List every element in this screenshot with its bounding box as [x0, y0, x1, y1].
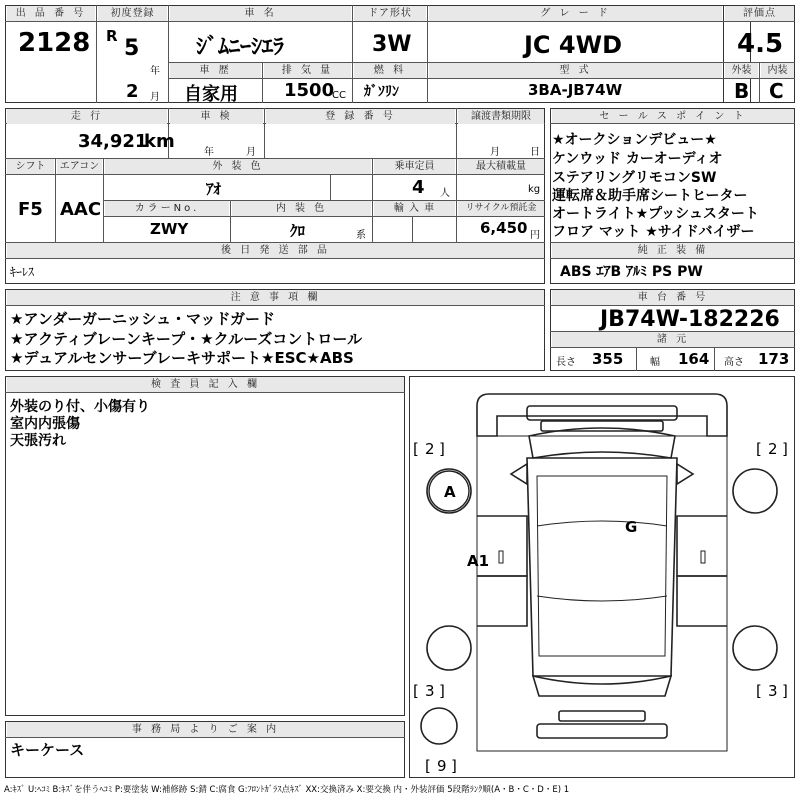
sales-line-5: オートライト★プッシュスタート: [552, 206, 759, 222]
svg-text:]: ]: [782, 440, 788, 458]
door: 3W: [372, 32, 412, 57]
interior-label: 内装: [761, 63, 794, 78]
svg-text:[: [: [425, 757, 431, 775]
mark-a: A: [444, 483, 456, 501]
equip-label: 純 正 装 備: [552, 243, 794, 258]
svg-text:]: ]: [782, 682, 788, 700]
later-parts: ｷｰﾚｽ: [10, 265, 35, 279]
inspector-line-3: 天張汚れ: [10, 433, 66, 449]
era: R: [106, 27, 118, 45]
score: 4.5: [737, 29, 784, 59]
lot-no: 2128: [18, 28, 91, 58]
capacity-unit: 人: [440, 188, 450, 199]
office-label: 事 務 局 よ り ご 案 内: [7, 722, 404, 737]
colorno: ZWY: [150, 220, 189, 238]
load-label: 最大積載量: [458, 159, 544, 174]
svg-text:[: [: [756, 440, 762, 458]
model-label: 型 式: [429, 63, 722, 78]
mileage: 34,921: [78, 131, 148, 152]
recycle-unit: 円: [530, 230, 540, 241]
fuel-label: 燃 料: [354, 63, 426, 78]
mileage-unit: km: [144, 131, 175, 152]
fuel: ｶﾞｿﾘﾝ: [364, 84, 399, 100]
recycle-label: リサイクル預託金: [458, 201, 544, 216]
height-label: 高さ: [724, 357, 744, 368]
intcolor: ｸﾛ: [290, 222, 306, 240]
length-label: 長さ: [556, 357, 576, 368]
equip: ABS ｴｱB ｱﾙﾐ PS PW: [560, 264, 703, 280]
car-diagram: [409, 376, 795, 778]
inspection-label: 車 検: [170, 109, 263, 124]
exterior-label: 外装: [725, 63, 758, 78]
tread-spare: 9: [437, 757, 447, 775]
ac-label: エアコン: [57, 159, 102, 174]
height: 173: [758, 350, 790, 368]
shift: F5: [18, 199, 43, 220]
sales-line-1: ★オークションデビュー★: [552, 132, 717, 148]
later-parts-label: 後 日 発 送 部 品: [7, 243, 544, 258]
sales-line-3: ステアリングリモコンSW: [552, 170, 717, 186]
mark-g: G: [625, 518, 638, 536]
displacement: 1500: [284, 80, 335, 101]
car-name-label: 車 名: [170, 6, 351, 21]
exterior-grade: B: [734, 79, 750, 103]
svg-text:[: [: [413, 682, 419, 700]
load-unit: kg: [528, 184, 541, 195]
shift-label: シフト: [7, 159, 54, 174]
interior-grade: C: [769, 79, 784, 103]
chassis-label: 車 台 番 号: [552, 290, 794, 305]
width-label: 幅: [650, 357, 660, 368]
intcolor-label: 内 装 色: [232, 201, 371, 216]
grade-label: グ レ ー ド: [429, 6, 722, 21]
reg-year: 5: [124, 36, 140, 61]
reg-month: 2: [126, 81, 139, 102]
tread-rr: 3: [768, 682, 778, 700]
regno-label: 登 録 番 号: [266, 109, 455, 124]
inspection-month-unit: 月: [246, 147, 256, 158]
history: 自家用: [184, 84, 238, 105]
first-reg-label: 初度登録: [98, 6, 167, 21]
colorno-label: カラーNo.: [105, 201, 229, 216]
notes-label: 注 意 事 項 欄: [7, 290, 544, 305]
reg-year-unit: 年: [150, 66, 160, 77]
transfer-day-unit: 日: [530, 147, 540, 158]
score-label: 評価点: [725, 6, 794, 21]
inspector-label: 検 査 員 記 入 欄: [7, 377, 404, 392]
mark-a1: A1: [467, 552, 490, 570]
office-text: キーケース: [10, 741, 85, 759]
model: 3BA-JB74W: [528, 81, 623, 99]
notes-line-1: ★アンダーガーニッシュ・マッドガード: [10, 310, 275, 328]
svg-text:[: [: [756, 682, 762, 700]
sales-line-6: フロア マット ★サイドバイザー: [552, 224, 755, 240]
transfer-label: 譲渡書類期限: [458, 109, 544, 124]
notes-line-3: ★デュアルセンサーブレーキサポート★ESC★ABS: [10, 349, 354, 367]
car-name: ｼﾞﾑﾆｰｼｴﾗ: [196, 35, 285, 60]
capacity-label: 乗車定員: [374, 159, 455, 174]
svg-text:]: ]: [439, 440, 445, 458]
displacement-unit: CC: [332, 90, 346, 101]
width: 164: [678, 350, 710, 368]
history-label: 車 歴: [170, 63, 261, 78]
inspection-year-unit: 年: [204, 147, 214, 158]
mileage-label: 走 行: [7, 109, 167, 124]
transfer-month-unit: 月: [490, 147, 500, 158]
chassis-number: JB74W-182226: [600, 307, 780, 332]
legend: A:ｷｽﾞ U:ﾍｺﾐ B:ｷｽﾞを伴うﾍｺﾐ P:要塗装 W:補修跡 S:錆 C:腐食 G:ﾌﾛﾝﾄｶﾞﾗｽ点ｷｽﾞ XX:交換済み X:要交換 内・外装評価 5段階ﾗﾝｸ順(A・B・C・D・E) 1: [4, 785, 570, 795]
lot-no-label: 出 品 番 号: [7, 6, 95, 21]
tread-rl: 3: [425, 682, 435, 700]
inspector-line-1: 外装のり付、小傷有り: [10, 399, 150, 415]
recycle: 6,450: [480, 219, 528, 237]
capacity: 4: [412, 177, 425, 198]
tread-fl: 2: [425, 440, 435, 458]
sales-point-label: セ ー ル ス ポ イ ン ト: [552, 109, 794, 124]
svg-text:]: ]: [439, 682, 445, 700]
color-label: 外 装 色: [105, 159, 371, 174]
sales-line-4: 運転席＆助手席シートヒーター: [552, 188, 748, 204]
tread-fr: 2: [768, 440, 778, 458]
svg-text:[: [: [413, 440, 419, 458]
dims-label: 諸 元: [552, 332, 794, 347]
length: 355: [592, 350, 624, 368]
svg-text:]: ]: [451, 757, 457, 775]
notes-line-2: ★アクティブレーンキープ・★クルーズコントロール: [10, 330, 363, 348]
color: ｱｵ: [206, 180, 222, 198]
import-label: 輸 入 車: [374, 201, 455, 216]
inspector-line-2: 室内内張傷: [10, 416, 80, 432]
ac: AAC: [60, 199, 102, 220]
reg-month-unit: 月: [150, 92, 160, 103]
sales-line-2: ケンウッド カーオーディオ: [552, 151, 723, 167]
door-label: ドア形状: [354, 6, 426, 21]
displacement-label: 排 気 量: [264, 63, 351, 78]
intcolor-unit: 系: [356, 230, 366, 241]
grade: JC 4WD: [524, 31, 622, 59]
